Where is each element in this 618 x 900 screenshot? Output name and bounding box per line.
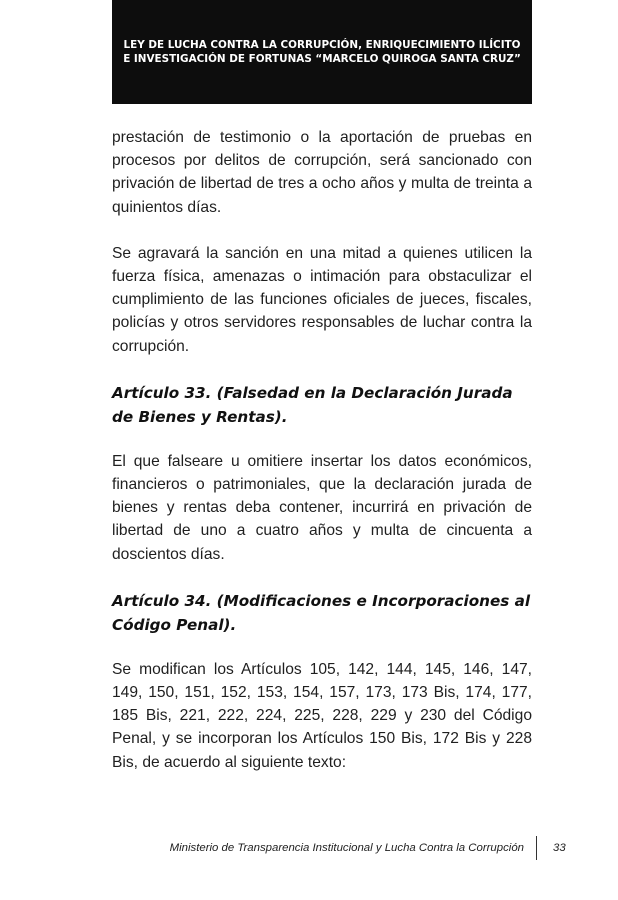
article-34-heading: Artículo 34. (Modificaciones e Incorporaciones al Código Penal). (112, 591, 531, 634)
header-band (112, 0, 532, 104)
running-header-title: LEY DE LUCHA CONTRA LA CORRUPCIÓN, ENRIQUECIMIENTO ILÍCITO E INVESTIGACIÓN DE FORTUNAS “MARCELO QUIROGA SANTA CRUZ” (123, 39, 521, 65)
page-number: 33 (553, 842, 566, 854)
article-33-heading: Artículo 33. (Falsedad en la Declaración Jurada de Bienes y Rentas). (112, 383, 513, 426)
footer-divider (536, 836, 537, 860)
article-33-text: El que falseare u omitiere insertar los datos económicos, financieros o patrimoniales, que la declaración jurada de bienes y rentas deba contener, incurrirá en privación de libertad de uno a cuatro años y multa de cincuenta a doscientos días. (112, 452, 532, 563)
article-34-text: Se modifican los Artículos 105, 142, 144, 145, 146, 147, 149, 150, 151, 152, 153, 154, 157, 173, 173 Bis, 174, 177, 185 Bis, 221, 222, 224, 225, 228, 229 y 230 del Código Penal, y se incorporan los Artículos 150 Bis, 172 Bis y 228 Bis, de acuerdo al siguiente texto: (112, 660, 532, 771)
footer-ministry: Ministerio de Transparencia Institucional y Lucha Contra la Corrupción (169, 842, 524, 854)
paragraph: prestación de testimonio o la aportación de pruebas en procesos por delitos de corrupción, será sancionado con privación de libertad de tres a ocho años y multa de treinta a quinientos días. (112, 129, 532, 216)
page-content (112, 126, 532, 774)
paragraph: Se agravará la sanción en una mitad a quienes utilicen la fuerza física, amenazas o intimación para obstaculizar el cumplimiento de las funciones oficiales de jueces, fiscales, policías y otros servidores responsables de luchar contra la corrupción. (112, 244, 532, 355)
